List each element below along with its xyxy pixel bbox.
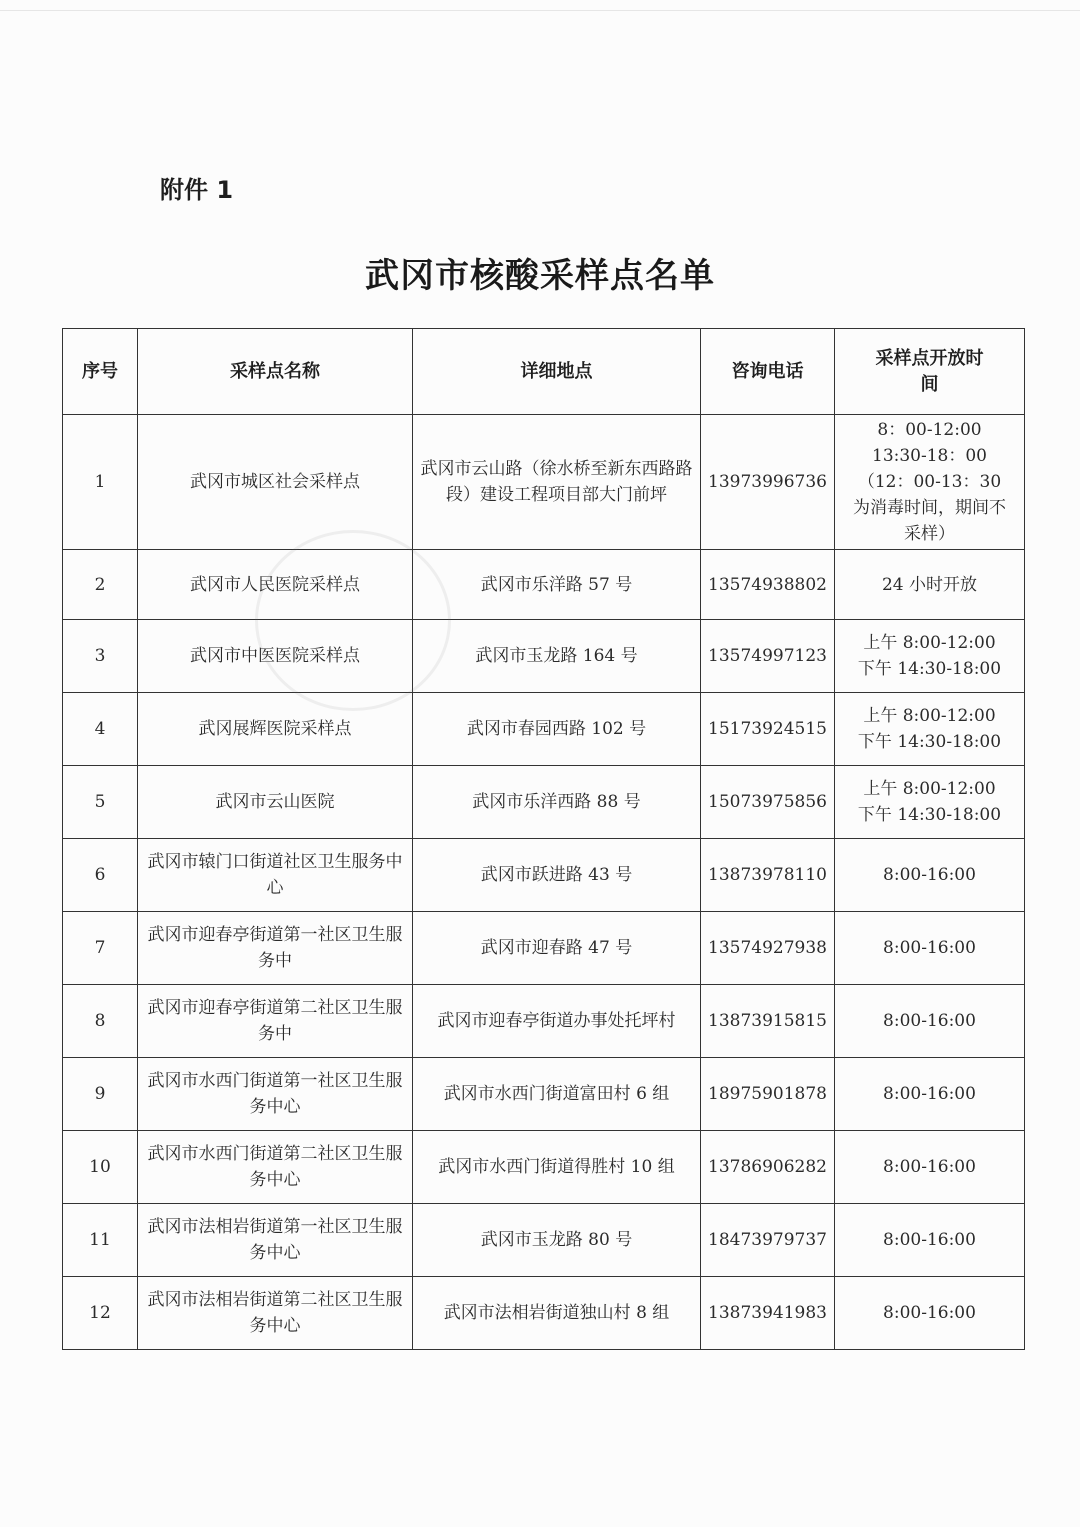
hours-line: 8:00-16:00	[883, 1011, 976, 1031]
sampling-sites-table	[62, 328, 1025, 1350]
cell-phone: 13873978110	[701, 839, 835, 912]
cell-no: 12	[63, 1277, 138, 1350]
cell-name: 武冈市水西门街道第一社区卫生服务中心	[138, 1058, 413, 1131]
cell-name: 武冈市水西门街道第二社区卫生服务中心	[138, 1131, 413, 1204]
hours-line: 8:00-16:00	[883, 938, 976, 958]
table-row	[63, 415, 1025, 550]
cell-hours	[835, 620, 1025, 693]
column-header-no: 序号	[63, 329, 138, 415]
hours-line: 8:00-16:00	[883, 865, 976, 885]
cell-phone: 13574997123	[701, 620, 835, 693]
hours-line: 下午 14:30-18:00	[857, 732, 1002, 752]
table-header-row	[63, 329, 1025, 415]
table-row	[63, 550, 1025, 620]
cell-address: 武冈市乐洋西路 88 号	[413, 766, 701, 839]
table-row	[63, 985, 1025, 1058]
column-header-phone: 咨询电话	[701, 329, 835, 415]
cell-hours	[835, 693, 1025, 766]
cell-phone: 13973996736	[701, 415, 835, 550]
cell-hours	[835, 415, 1025, 550]
cell-address: 武冈市水西门街道得胜村 10 组	[413, 1131, 701, 1204]
column-header-name: 采样点名称	[138, 329, 413, 415]
cell-no: 5	[63, 766, 138, 839]
cell-address: 武冈市迎春亭街道办事处托坪村	[413, 985, 701, 1058]
hours-line: 8：00-12:00	[877, 420, 982, 440]
cell-hours	[835, 1058, 1025, 1131]
hours-line: 8:00-16:00	[883, 1230, 976, 1250]
cell-address: 武冈市玉龙路 80 号	[413, 1204, 701, 1277]
cell-phone: 15173924515	[701, 693, 835, 766]
cell-address: 武冈市迎春路 47 号	[413, 912, 701, 985]
table-row	[63, 839, 1025, 912]
cell-no: 9	[63, 1058, 138, 1131]
table-row	[63, 1204, 1025, 1277]
cell-phone: 18473979737	[701, 1204, 835, 1277]
cell-name: 武冈市迎春亭街道第一社区卫生服务中	[138, 912, 413, 985]
cell-hours	[835, 1277, 1025, 1350]
cell-address: 武冈市玉龙路 164 号	[413, 620, 701, 693]
table-body	[63, 415, 1025, 1350]
hours-line: 下午 14:30-18:00	[857, 659, 1002, 679]
cell-hours	[835, 912, 1025, 985]
cell-hours	[835, 839, 1025, 912]
hours-line: 上午 8:00-12:00	[863, 779, 996, 799]
table-row	[63, 620, 1025, 693]
cell-name: 武冈市法相岩街道第一社区卫生服务中心	[138, 1204, 413, 1277]
table-row	[63, 1131, 1025, 1204]
cell-name: 武冈市中医医院采样点	[138, 620, 413, 693]
cell-name: 武冈市城区社会采样点	[138, 415, 413, 550]
column-header-address: 详细地点	[413, 329, 701, 415]
table-row	[63, 766, 1025, 839]
cell-no: 11	[63, 1204, 138, 1277]
cell-no: 1	[63, 415, 138, 550]
cell-no: 3	[63, 620, 138, 693]
hours-line: 为消毒时间，期间不	[853, 498, 1006, 518]
table-row	[63, 912, 1025, 985]
hours-line: 24 小时开放	[881, 574, 978, 595]
cell-phone: 13873915815	[701, 985, 835, 1058]
hours-line: 13:30-18：00	[872, 446, 987, 466]
page-top-rule	[0, 10, 1080, 11]
cell-name: 武冈市辕门口街道社区卫生服务中心	[138, 839, 413, 912]
hours-line: 上午 8:00-12:00	[863, 633, 996, 653]
cell-no: 4	[63, 693, 138, 766]
table-row	[63, 1277, 1025, 1350]
cell-phone: 13873941983	[701, 1277, 835, 1350]
cell-phone: 13574927938	[701, 912, 835, 985]
table-row	[63, 693, 1025, 766]
cell-address: 武冈市云山路（徐水桥至新东西路路段）建设工程项目部大门前坪	[413, 415, 701, 550]
hours-line: 下午 14:30-18:00	[857, 805, 1002, 825]
cell-hours	[835, 1204, 1025, 1277]
hours-line: （12：00-13：30	[857, 472, 1002, 492]
hours-line: 8:00-16:00	[883, 1303, 976, 1323]
cell-no: 2	[63, 550, 138, 620]
hours-line: 8:00-16:00	[883, 1157, 976, 1177]
cell-phone: 13786906282	[701, 1131, 835, 1204]
cell-address: 武冈市跃进路 43 号	[413, 839, 701, 912]
hours-line: 8:00-16:00	[883, 1084, 976, 1104]
cell-no: 8	[63, 985, 138, 1058]
cell-phone: 13574938802	[701, 550, 835, 620]
cell-name: 武冈市云山医院	[138, 766, 413, 839]
cell-no: 10	[63, 1131, 138, 1204]
hours-line: 采样）	[904, 524, 955, 544]
attachment-label: 附件 1	[160, 176, 234, 204]
cell-hours	[835, 766, 1025, 839]
cell-name: 武冈市法相岩街道第二社区卫生服务中心	[138, 1277, 413, 1350]
cell-name: 武冈市人民医院采样点	[138, 550, 413, 620]
cell-hours	[835, 550, 1025, 620]
cell-address: 武冈市春园西路 102 号	[413, 693, 701, 766]
cell-no: 7	[63, 912, 138, 985]
table-row	[63, 1058, 1025, 1131]
hours-line: 上午 8:00-12:00	[863, 706, 996, 726]
cell-phone: 15073975856	[701, 766, 835, 839]
cell-phone: 18975901878	[701, 1058, 835, 1131]
page-title: 武冈市核酸采样点名单	[365, 256, 715, 296]
cell-name: 武冈市迎春亭街道第二社区卫生服务中	[138, 985, 413, 1058]
cell-address: 武冈市水西门街道富田村 6 组	[413, 1058, 701, 1131]
cell-hours	[835, 985, 1025, 1058]
cell-name: 武冈展辉医院采样点	[138, 693, 413, 766]
column-header-hours: 采样点开放时间	[835, 329, 1025, 415]
cell-address: 武冈市法相岩街道独山村 8 组	[413, 1277, 701, 1350]
cell-no: 6	[63, 839, 138, 912]
cell-hours	[835, 1131, 1025, 1204]
cell-address: 武冈市乐洋路 57 号	[413, 550, 701, 620]
